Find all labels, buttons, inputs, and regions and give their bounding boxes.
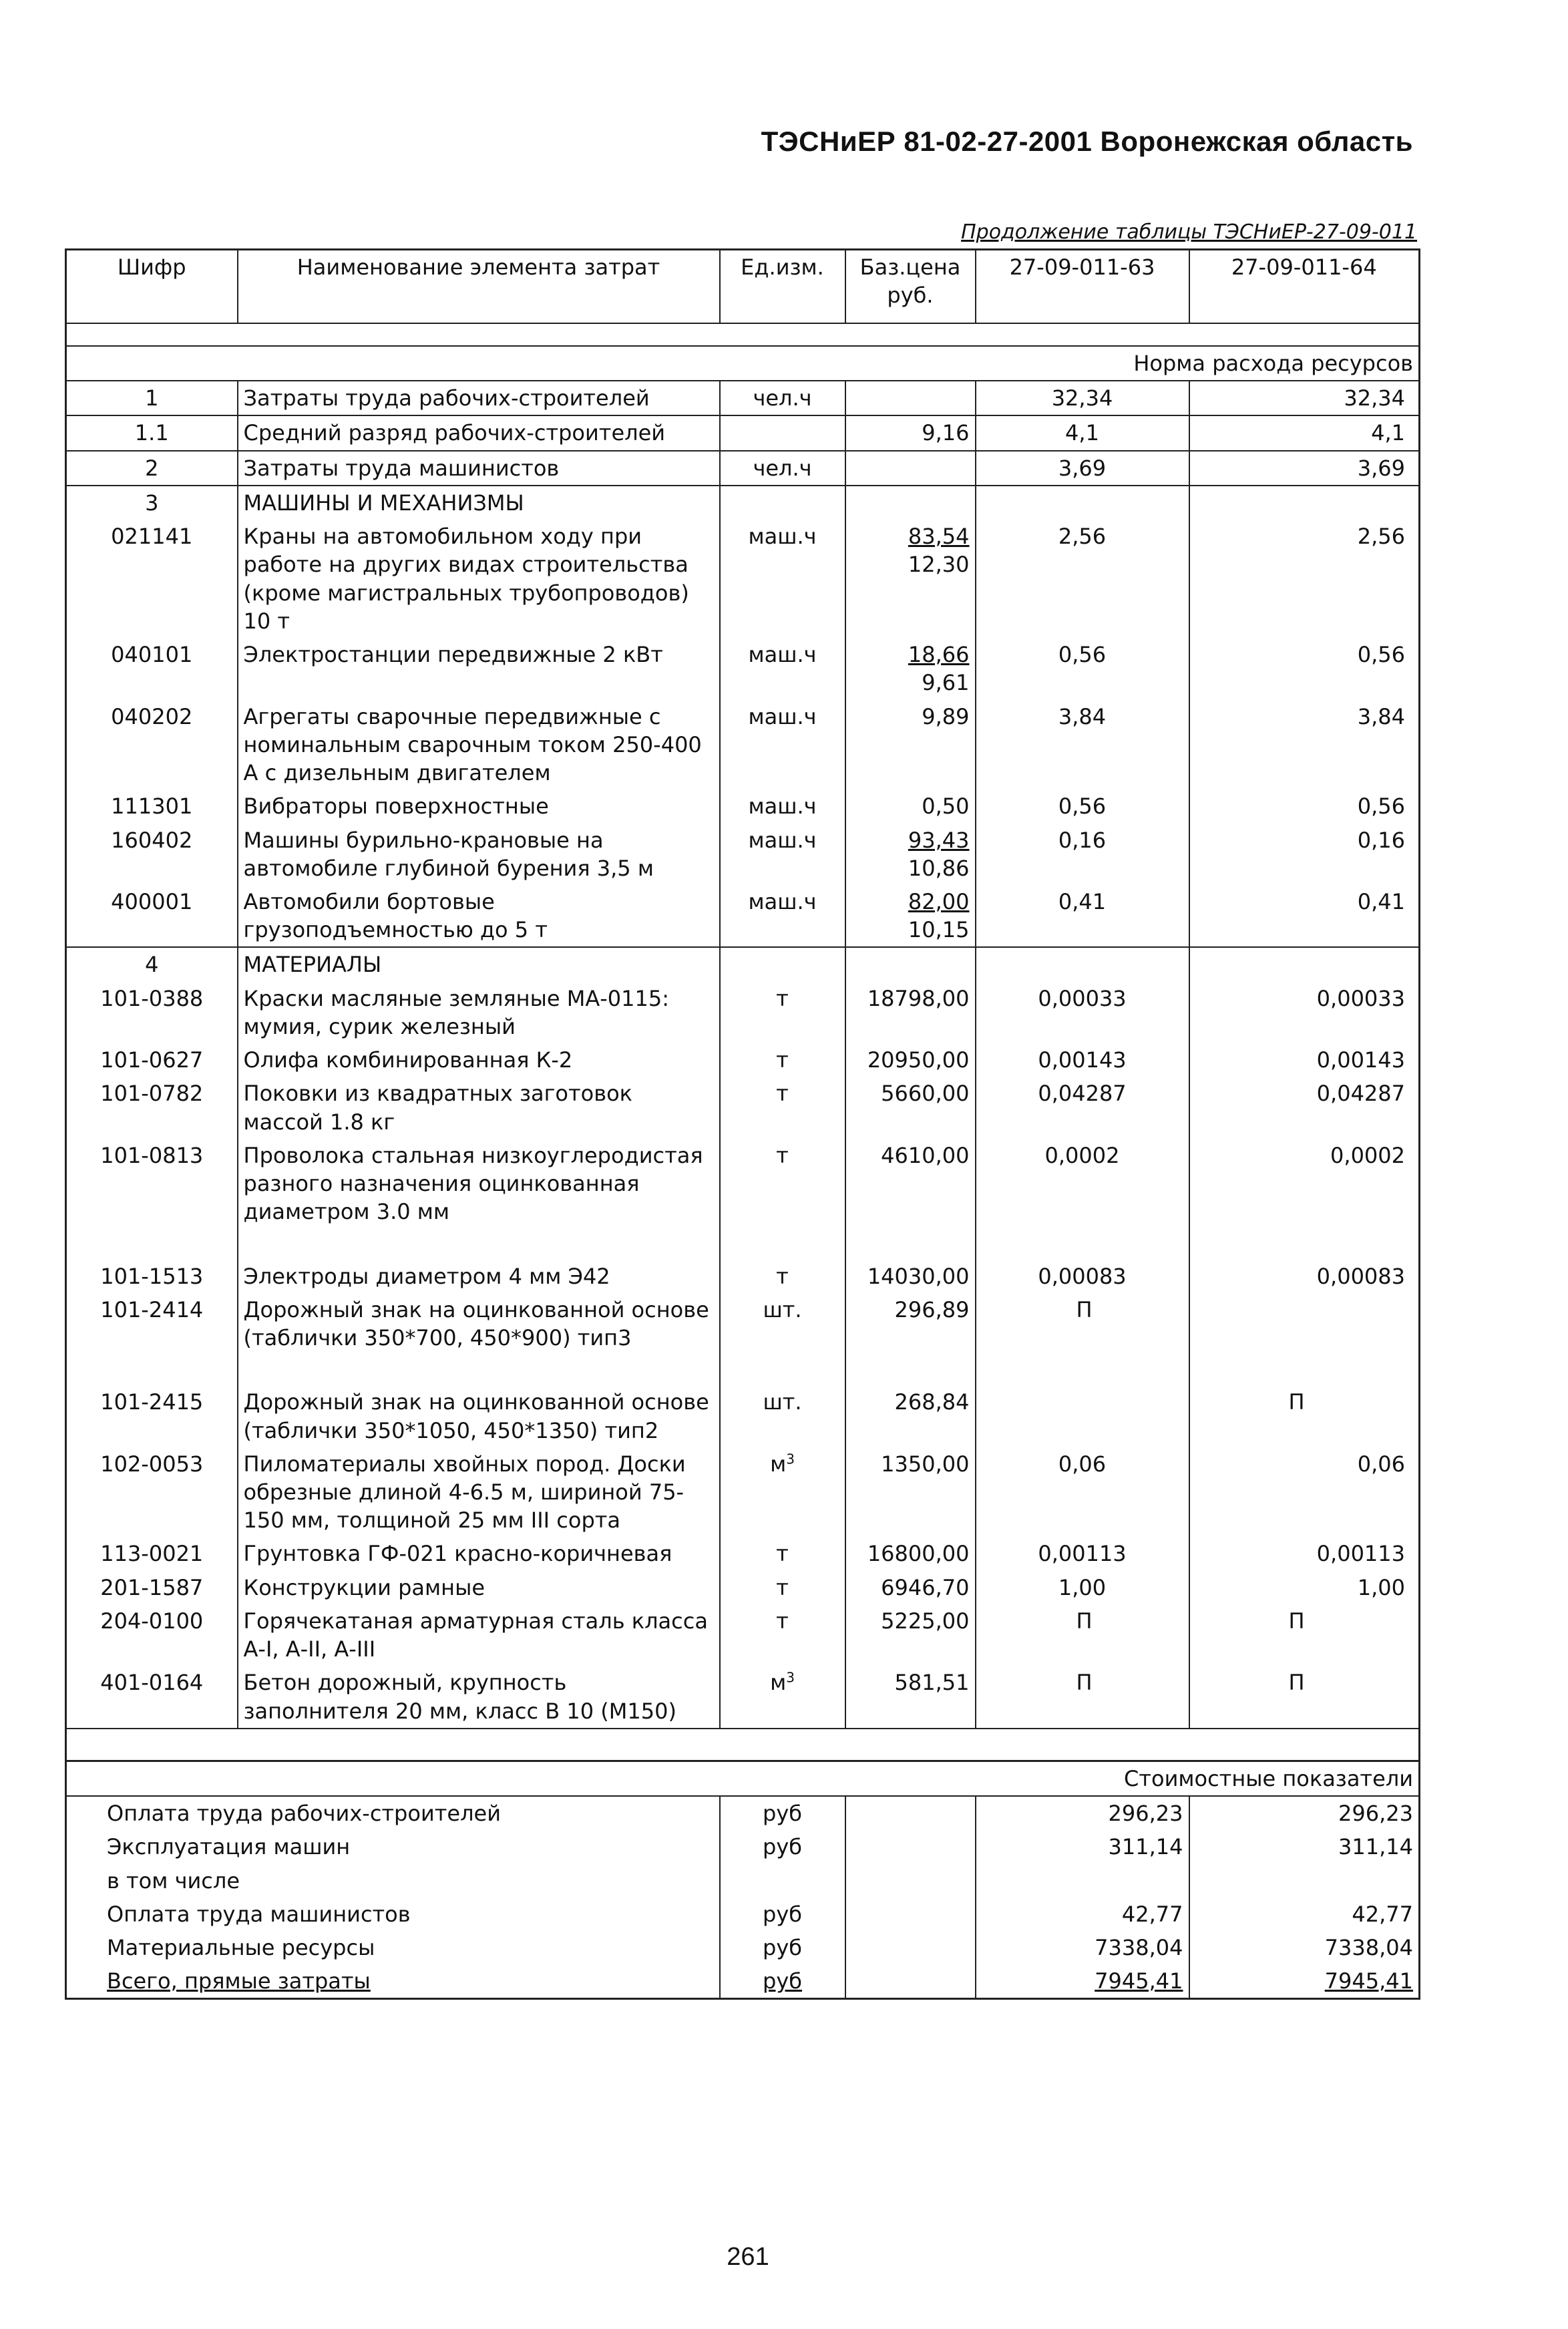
row-name: Проволока стальная низкоуглеродистая разного назначения оцинкованная диаметром 3.0 мм bbox=[238, 1139, 720, 1260]
cost-row bbox=[66, 1898, 1420, 1931]
row-unit bbox=[720, 1666, 845, 1728]
column-header-price: Баз.цена руб. bbox=[845, 250, 976, 324]
row-value-63: 1,00 bbox=[976, 1571, 1189, 1604]
cost-name: Материальные ресурсы bbox=[66, 1931, 720, 1964]
table-row bbox=[66, 638, 1420, 699]
cost-price bbox=[845, 1898, 976, 1931]
row-code: 021141 bbox=[66, 520, 238, 638]
row-value-64: 1,00 bbox=[1189, 1571, 1420, 1604]
table-row bbox=[66, 1077, 1420, 1138]
row-price bbox=[845, 1077, 976, 1138]
row-price bbox=[845, 638, 976, 699]
row-unit bbox=[720, 1260, 845, 1293]
row-name: Дорожный знак на оцинкованной основе (таблички 350*700, 450*900) тип3 bbox=[238, 1293, 720, 1385]
row-value-64: 0,56 bbox=[1189, 638, 1420, 699]
row-unit bbox=[720, 381, 845, 415]
cost-value-63 bbox=[976, 1864, 1189, 1898]
row-value-63 bbox=[976, 1385, 1189, 1447]
row-value-63: 0,04287 bbox=[976, 1077, 1189, 1138]
row-code: 113-0021 bbox=[66, 1537, 238, 1570]
row-name: Краски масляные земляные МА-0115: мумия, сурик железный bbox=[238, 982, 720, 1043]
cost-value-63: 7945,41 bbox=[976, 1964, 1189, 1999]
row-unit bbox=[720, 885, 845, 947]
cost-unit: руб bbox=[720, 1830, 845, 1863]
row-price-total: 1350,00 bbox=[881, 1451, 970, 1477]
cost-value-63: 7338,04 bbox=[976, 1931, 1189, 1964]
cost-name: Оплата труда машинистов bbox=[66, 1898, 720, 1931]
row-unit bbox=[720, 1077, 845, 1138]
table-row bbox=[66, 1604, 1420, 1666]
table-row bbox=[66, 486, 1420, 520]
row-price-total: 14030,00 bbox=[867, 1263, 970, 1289]
row-value-63: 0,41 bbox=[976, 885, 1189, 947]
row-price-total: 581,51 bbox=[894, 1670, 970, 1696]
row-unit bbox=[720, 1139, 845, 1260]
row-value-63: 0,56 bbox=[976, 638, 1189, 699]
row-code: 201-1587 bbox=[66, 1571, 238, 1604]
row-price-total: 93,43 bbox=[908, 827, 970, 853]
row-unit bbox=[720, 451, 845, 486]
cost-value-63: 296,23 bbox=[976, 1796, 1189, 1830]
cost-value-64 bbox=[1189, 1864, 1420, 1898]
cost-price bbox=[845, 1931, 976, 1964]
row-unit-text: шт. bbox=[763, 1296, 802, 1322]
row-price-total: 16800,00 bbox=[867, 1541, 970, 1567]
row-unit-text: т bbox=[776, 1541, 789, 1567]
row-value-63: 3,84 bbox=[976, 700, 1189, 790]
row-unit-text: маш.ч bbox=[748, 888, 817, 914]
cost-name: Оплата труда рабочих-строителей bbox=[66, 1796, 720, 1830]
row-price-wages: 10,15 bbox=[908, 917, 970, 943]
row-name: МАШИНЫ И МЕХАНИЗМЫ bbox=[238, 486, 720, 520]
row-value-64 bbox=[1189, 1293, 1420, 1385]
table-row bbox=[66, 1537, 1420, 1570]
cost-name: Всего, прямые затраты bbox=[66, 1964, 720, 1999]
cost-price bbox=[845, 1830, 976, 1863]
row-value-63: 0,00143 bbox=[976, 1043, 1189, 1077]
table-row bbox=[66, 789, 1420, 823]
row-code: 040101 bbox=[66, 638, 238, 699]
table-row bbox=[66, 1043, 1420, 1077]
row-unit bbox=[720, 520, 845, 638]
row-unit-text: т bbox=[776, 1608, 789, 1634]
row-unit-text: т bbox=[776, 985, 789, 1011]
cost-name: Эксплуатация машин bbox=[66, 1830, 720, 1863]
spacer-row bbox=[66, 323, 1420, 346]
cost-label-row bbox=[66, 1761, 1420, 1796]
row-value-63: 0,06 bbox=[976, 1447, 1189, 1538]
cost-row bbox=[66, 1864, 1420, 1898]
row-value-64: 0,00033 bbox=[1189, 982, 1420, 1043]
cost-value-63: 311,14 bbox=[976, 1830, 1189, 1863]
row-price bbox=[845, 520, 976, 638]
row-unit bbox=[720, 1293, 845, 1385]
table-continuation-caption: Продолжение таблицы ТЭСНиЕР-27-09-011 bbox=[961, 220, 1417, 244]
cost-unit: руб bbox=[720, 1964, 845, 1999]
table-row bbox=[66, 700, 1420, 790]
row-name: Дорожный знак на оцинкованной основе (таблички 350*1050, 450*1350) тип2 bbox=[238, 1385, 720, 1447]
page-number: 261 bbox=[727, 2243, 769, 2271]
document-header-title: ТЭСНиЕР 81-02-27-2001 Воронежская область bbox=[761, 126, 1413, 157]
row-name: Грунтовка ГФ-021 красно-коричневая bbox=[238, 1537, 720, 1570]
row-code: 204-0100 bbox=[66, 1604, 238, 1666]
row-name: Агрегаты сварочные передвижные с номинальным сварочным током 250-400 А с дизельным двигателем bbox=[238, 700, 720, 790]
row-price bbox=[845, 1293, 976, 1385]
table-row bbox=[66, 1139, 1420, 1260]
row-price-total: 5660,00 bbox=[881, 1081, 970, 1107]
row-code: 102-0053 bbox=[66, 1447, 238, 1538]
row-price bbox=[845, 1666, 976, 1728]
table-row bbox=[66, 1666, 1420, 1728]
row-price bbox=[845, 1139, 976, 1260]
row-price-total: 268,84 bbox=[894, 1389, 970, 1415]
row-value-63: П bbox=[976, 1666, 1189, 1728]
row-value-64: 0,00143 bbox=[1189, 1043, 1420, 1077]
row-price bbox=[845, 451, 976, 486]
cost-label: Стоимостные показатели bbox=[976, 1761, 1420, 1796]
row-value-63: 0,56 bbox=[976, 789, 1189, 823]
row-unit-text: т bbox=[776, 1142, 789, 1168]
table-row bbox=[66, 824, 1420, 885]
cost-row bbox=[66, 1964, 1420, 1999]
row-value-64: 0,00113 bbox=[1189, 1537, 1420, 1570]
row-unit-text: маш.ч bbox=[748, 524, 817, 550]
row-value-63: 0,00083 bbox=[976, 1260, 1189, 1293]
column-header-code: Шифр bbox=[66, 250, 238, 324]
norm-label: Норма расхода ресурсов bbox=[976, 346, 1420, 381]
row-name: Олифа комбинированная К-2 bbox=[238, 1043, 720, 1077]
row-price bbox=[845, 982, 976, 1043]
row-name: Поковки из квадратных заготовок массой 1.8 кг bbox=[238, 1077, 720, 1138]
row-unit bbox=[720, 415, 845, 450]
row-price-total: 83,54 bbox=[908, 524, 970, 550]
row-value-63: 3,69 bbox=[976, 451, 1189, 486]
cost-unit: руб bbox=[720, 1931, 845, 1964]
row-value-63 bbox=[976, 486, 1189, 520]
norm-label-row bbox=[66, 346, 1420, 381]
row-value-64: П bbox=[1189, 1604, 1420, 1666]
row-name: Электроды диаметром 4 мм Э42 bbox=[238, 1260, 720, 1293]
row-unit-text: чел.ч bbox=[753, 385, 812, 411]
column-header-col63: 27-09-011-63 bbox=[976, 250, 1189, 324]
row-price bbox=[845, 1571, 976, 1604]
row-unit-text: маш.ч bbox=[748, 703, 817, 729]
row-value-64 bbox=[1189, 486, 1420, 520]
cost-name: в том числе bbox=[66, 1864, 720, 1898]
row-name: Вибраторы поверхностные bbox=[238, 789, 720, 823]
row-value-64: 0,56 bbox=[1189, 789, 1420, 823]
row-code: 1.1 bbox=[66, 415, 238, 450]
row-name: Затраты труда машинистов bbox=[238, 451, 720, 486]
row-value-63 bbox=[976, 947, 1189, 981]
row-price bbox=[845, 415, 976, 450]
cost-value-63: 42,77 bbox=[976, 1898, 1189, 1931]
row-name: Машины бурильно-крановые на автомобиле глубиной бурения 3,5 м bbox=[238, 824, 720, 885]
cost-row bbox=[66, 1796, 1420, 1830]
row-value-64: 0,06 bbox=[1189, 1447, 1420, 1538]
row-price-total: 4610,00 bbox=[881, 1142, 970, 1168]
cost-value-64: 42,77 bbox=[1189, 1898, 1420, 1931]
row-price-total: 6946,70 bbox=[881, 1574, 970, 1600]
row-price-total: 9,89 bbox=[922, 703, 970, 729]
row-value-63: 4,1 bbox=[976, 415, 1189, 450]
row-price-total: 5225,00 bbox=[881, 1608, 970, 1634]
cost-price bbox=[845, 1864, 976, 1898]
row-name: Бетон дорожный, крупность заполнителя 20 мм, класс В 10 (М150) bbox=[238, 1666, 720, 1728]
row-price-wages: 9,61 bbox=[922, 670, 970, 696]
cost-unit bbox=[720, 1864, 845, 1898]
row-price bbox=[845, 1260, 976, 1293]
row-price bbox=[845, 885, 976, 947]
row-price-total: 82,00 bbox=[908, 888, 970, 914]
table-row bbox=[66, 381, 1420, 415]
row-value-64: 3,84 bbox=[1189, 700, 1420, 790]
row-value-63: П bbox=[976, 1604, 1189, 1666]
row-unit bbox=[720, 947, 845, 981]
row-unit bbox=[720, 1043, 845, 1077]
table-row bbox=[66, 1293, 1420, 1385]
row-price bbox=[845, 1385, 976, 1447]
row-price-total: 9,16 bbox=[922, 420, 970, 446]
row-name: Краны на автомобильном ходу при работе на других видах строительства (кроме магистральных трубопроводов) 10 т bbox=[238, 520, 720, 638]
row-code: 101-0813 bbox=[66, 1139, 238, 1260]
row-value-64: 0,41 bbox=[1189, 885, 1420, 947]
row-price-total: 18798,00 bbox=[867, 985, 970, 1011]
table-row bbox=[66, 1385, 1420, 1447]
row-price bbox=[845, 381, 976, 415]
row-code: 101-0627 bbox=[66, 1043, 238, 1077]
row-value-64: 2,56 bbox=[1189, 520, 1420, 638]
table-row bbox=[66, 1447, 1420, 1538]
row-value-64: 0,16 bbox=[1189, 824, 1420, 885]
row-value-63: 0,16 bbox=[976, 824, 1189, 885]
row-value-63: П bbox=[976, 1293, 1189, 1385]
column-header-unit: Ед.изм. bbox=[720, 250, 845, 324]
row-code: 101-2414 bbox=[66, 1293, 238, 1385]
cost-value-64: 7338,04 bbox=[1189, 1931, 1420, 1964]
row-unit-text: шт. bbox=[763, 1389, 802, 1415]
row-price-wages: 12,30 bbox=[908, 552, 970, 578]
row-code: 400001 bbox=[66, 885, 238, 947]
row-unit-text: маш.ч bbox=[748, 793, 817, 820]
table-row bbox=[66, 885, 1420, 947]
row-price bbox=[845, 700, 976, 790]
row-value-64 bbox=[1189, 947, 1420, 981]
spacer-row bbox=[66, 1729, 1420, 1761]
row-value-64: 3,69 bbox=[1189, 451, 1420, 486]
row-unit-text: маш.ч bbox=[748, 827, 817, 853]
row-code: 101-0388 bbox=[66, 982, 238, 1043]
row-code: 2 bbox=[66, 451, 238, 486]
row-code: 3 bbox=[66, 486, 238, 520]
row-unit-text: т bbox=[776, 1047, 789, 1073]
cost-value-64: 296,23 bbox=[1189, 1796, 1420, 1830]
row-name: Конструкции рамные bbox=[238, 1571, 720, 1604]
row-value-64: 4,1 bbox=[1189, 415, 1420, 450]
row-code: 4 bbox=[66, 947, 238, 981]
row-price bbox=[845, 1537, 976, 1570]
row-unit-text: чел.ч bbox=[753, 455, 812, 481]
row-name: Электростанции передвижные 2 кВт bbox=[238, 638, 720, 699]
column-header-col64: 27-09-011-64 bbox=[1189, 250, 1420, 324]
row-unit-text: т bbox=[776, 1574, 789, 1600]
row-unit-text: маш.ч bbox=[748, 642, 817, 668]
resource-norms-table bbox=[65, 248, 1420, 2000]
row-code: 101-1513 bbox=[66, 1260, 238, 1293]
cost-price bbox=[845, 1964, 976, 1999]
row-unit bbox=[720, 638, 845, 699]
row-price bbox=[845, 1043, 976, 1077]
row-name: Автомобили бортовые грузоподъемностью до 5 т bbox=[238, 885, 720, 947]
row-unit bbox=[720, 1604, 845, 1666]
cost-price bbox=[845, 1796, 976, 1830]
row-value-64: 0,00083 bbox=[1189, 1260, 1420, 1293]
row-unit-text: т bbox=[776, 1081, 789, 1107]
table-row bbox=[66, 947, 1420, 981]
row-value-64: 32,34 bbox=[1189, 381, 1420, 415]
row-price-total: 20950,00 bbox=[867, 1047, 970, 1073]
row-value-63: 32,34 bbox=[976, 381, 1189, 415]
row-value-64: 0,04287 bbox=[1189, 1077, 1420, 1138]
row-price bbox=[845, 1604, 976, 1666]
table-row bbox=[66, 1571, 1420, 1604]
row-code: 401-0164 bbox=[66, 1666, 238, 1728]
row-price bbox=[845, 824, 976, 885]
row-value-63: 0,0002 bbox=[976, 1139, 1189, 1260]
row-value-64: П bbox=[1189, 1385, 1420, 1447]
row-unit-text: м bbox=[770, 1670, 787, 1696]
row-code: 111301 bbox=[66, 789, 238, 823]
row-unit-superscript: 3 bbox=[786, 1669, 795, 1686]
row-price-total: 296,89 bbox=[894, 1296, 970, 1322]
cost-row bbox=[66, 1931, 1420, 1964]
row-value-64: 0,0002 bbox=[1189, 1139, 1420, 1260]
cost-unit: руб bbox=[720, 1898, 845, 1931]
row-price bbox=[845, 1447, 976, 1538]
row-code: 1 bbox=[66, 381, 238, 415]
row-unit bbox=[720, 700, 845, 790]
row-value-64: П bbox=[1189, 1666, 1420, 1728]
row-value-63: 0,00033 bbox=[976, 982, 1189, 1043]
row-value-63: 2,56 bbox=[976, 520, 1189, 638]
row-code: 040202 bbox=[66, 700, 238, 790]
row-unit bbox=[720, 824, 845, 885]
row-price bbox=[845, 486, 976, 520]
cost-value-64: 311,14 bbox=[1189, 1830, 1420, 1863]
row-name: Пиломатериалы хвойных пород. Доски обрезные длиной 4-6.5 м, шириной 75-150 мм, толщиной 25 мм III сорта bbox=[238, 1447, 720, 1538]
row-price bbox=[845, 789, 976, 823]
row-unit bbox=[720, 982, 845, 1043]
row-name: Средний разряд рабочих-строителей bbox=[238, 415, 720, 450]
row-value-63: 0,00113 bbox=[976, 1537, 1189, 1570]
row-code: 101-2415 bbox=[66, 1385, 238, 1447]
table-row bbox=[66, 1260, 1420, 1293]
row-unit bbox=[720, 1537, 845, 1570]
row-code: 101-0782 bbox=[66, 1077, 238, 1138]
row-unit-superscript: 3 bbox=[786, 1451, 795, 1467]
row-unit bbox=[720, 789, 845, 823]
row-unit bbox=[720, 1571, 845, 1604]
table-row bbox=[66, 520, 1420, 638]
row-name: МАТЕРИАЛЫ bbox=[238, 947, 720, 981]
row-unit-text: т bbox=[776, 1263, 789, 1289]
table-row bbox=[66, 451, 1420, 486]
cost-row bbox=[66, 1830, 1420, 1863]
row-price-wages: 10,86 bbox=[908, 855, 970, 881]
cost-value-64: 7945,41 bbox=[1189, 1964, 1420, 1999]
row-price-total: 0,50 bbox=[922, 793, 970, 820]
row-unit bbox=[720, 1385, 845, 1447]
table-row bbox=[66, 982, 1420, 1043]
row-price bbox=[845, 947, 976, 981]
row-unit-text: м bbox=[770, 1451, 787, 1477]
row-name: Горячекатаная арматурная сталь класса А-I, А-II, А-III bbox=[238, 1604, 720, 1666]
table-header-row bbox=[66, 250, 1420, 324]
row-name: Затраты труда рабочих-строителей bbox=[238, 381, 720, 415]
cost-unit: руб bbox=[720, 1796, 845, 1830]
table-row bbox=[66, 415, 1420, 450]
row-unit bbox=[720, 486, 845, 520]
row-price-total: 18,66 bbox=[908, 642, 970, 668]
row-code: 160402 bbox=[66, 824, 238, 885]
column-header-name: Наименование элемента затрат bbox=[238, 250, 720, 324]
row-unit bbox=[720, 1447, 845, 1538]
